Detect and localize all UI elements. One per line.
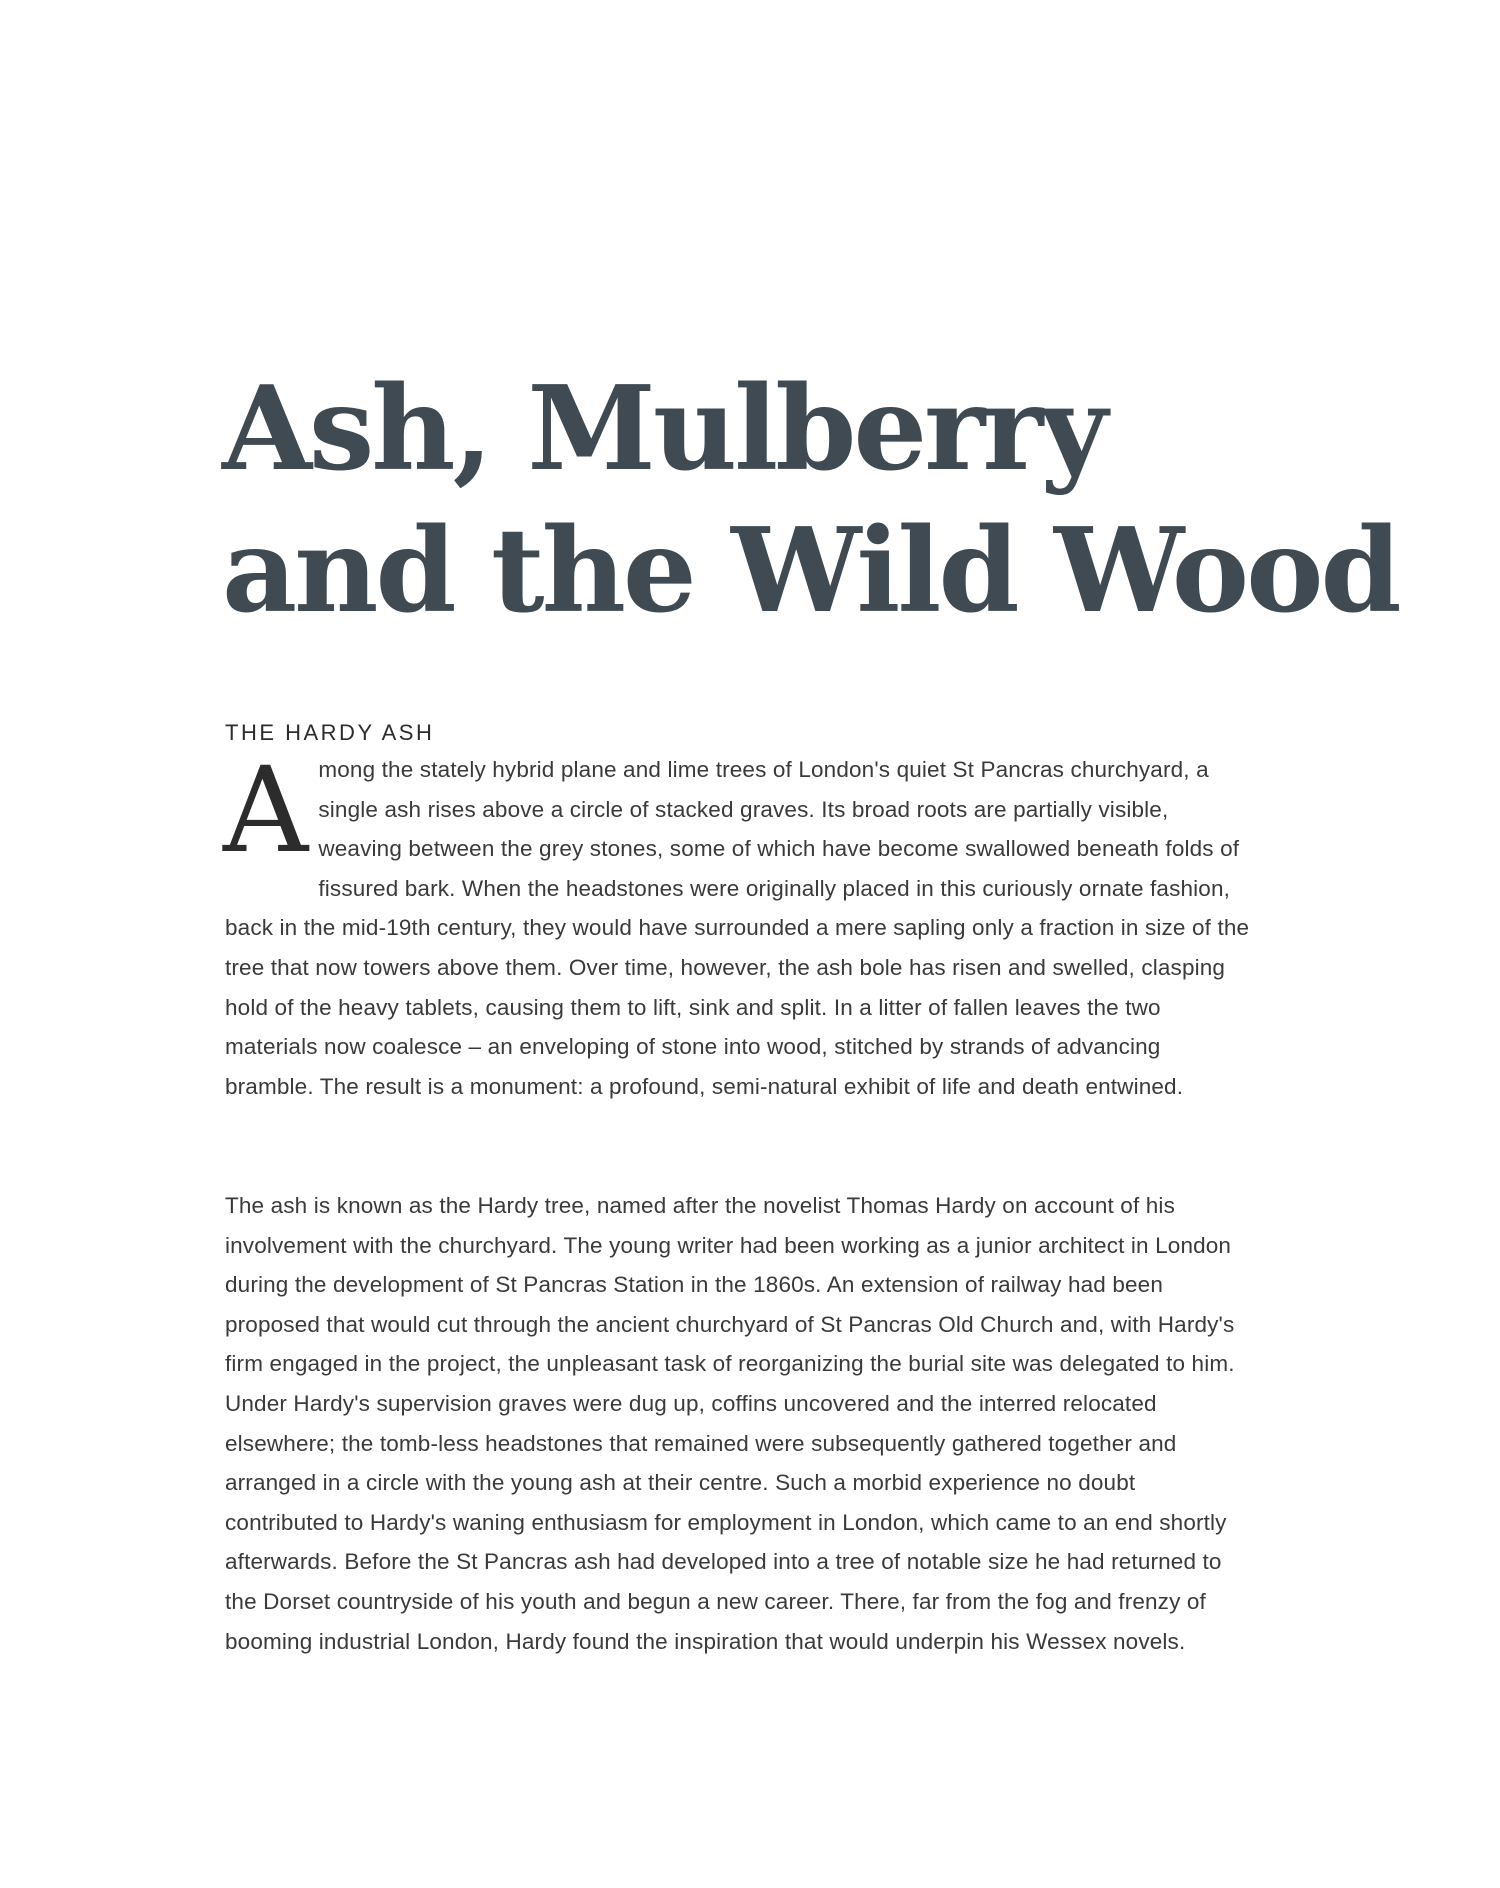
- drop-cap: A: [223, 741, 309, 879]
- title-line-1: Ash, Mulberry: [222, 361, 1105, 497]
- paragraph-1: [223, 741, 1253, 1106]
- title-line-2: and the Wild Wood: [222, 503, 1399, 639]
- section-heading: THE HARDY ASH: [225, 720, 435, 745]
- paragraph-2-text: The ash is known as the Hardy tree, named after the novelist Thomas Hardy on account of his involvement with the churchyard. The young writer had been working as a junior architect in London during the development of St Pancras Station in the 1860s. An extension of railway had been proposed that would cut through the ancient churchyard of St Pancras Old Church and, with Hardy's firm engaged in the project, the unpleasant task of reorganizing the burial site was delegated to him. Under Hardy's supervision graves were dug up, coffins uncovered and the interred relocated elsewhere; the tomb-less headstones that remained were subsequently gathered together and arranged in a circle with the young ash at their centre. Such a morbid experience no doubt contributed to Hardy's waning enthusiasm for employment in London, which came to an end shortly afterwards. Before the St Pancras ash had developed into a tree of notable size he had returned to the Dorset countryside of his youth and begun a new career. There, far from the fog and frenzy of booming industrial London, Hardy found the inspiration that would underpin his Wessex novels.: [225, 1193, 1235, 1654]
- paragraph-1-text: mong the stately hybrid plane and lime trees of London's quiet St Pancras churchyard, a single ash rises above a circle of stacked graves. Its broad roots are partially visible, weaving between the grey stones, some of which have become swallowed beneath folds of fissured bark. When the headstones were originally placed in this curiously ornate fashion, back in the mid-19th century, they would have surrounded a mere sapling only a fraction in size of the tree that now towers above them. Over time, however, the ash bole has risen and swelled, clasping hold of the heavy tablets, causing them to lift, sink and split. In a litter of fallen leaves the two materials now coalesce – an enveloping of stone into wood, stitched by strands of advancing bramble. The result is a monument: a profound, semi-natural exhibit of life and death entwined.: [225, 757, 1250, 1099]
- page-title: [222, 358, 1399, 642]
- paragraph-2: [225, 1186, 1253, 1661]
